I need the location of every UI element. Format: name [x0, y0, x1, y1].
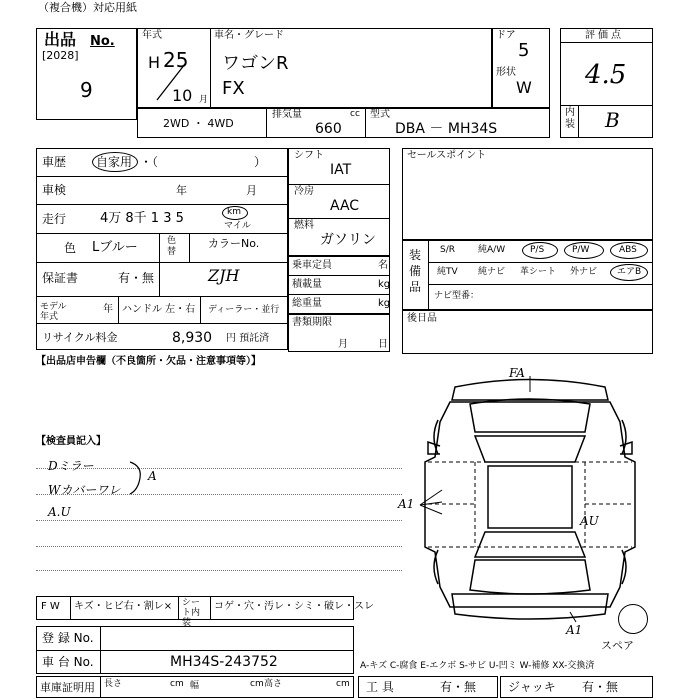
jack-value: 有・無	[582, 680, 619, 694]
displacement-unit: cc	[350, 109, 360, 119]
capacity-label: 乗車定員	[292, 260, 332, 271]
history-label: 車歴	[42, 155, 67, 169]
car-damage-diagram	[400, 362, 660, 632]
spare-tire-icon	[618, 604, 648, 634]
color-value: Lブルー	[92, 240, 138, 255]
cert-label: 車庫証明用	[40, 681, 95, 694]
load-unit: kg	[378, 279, 391, 290]
fuel-value: ガソリン	[320, 232, 376, 248]
tools-label: 工 具	[366, 680, 394, 694]
sales-point-box	[402, 148, 653, 240]
docs-month: 月	[338, 339, 348, 350]
diagram-front-label: FA	[509, 366, 525, 380]
ac-label: 冷房	[294, 186, 314, 197]
ac-value: AAC	[330, 198, 360, 214]
car-name: ワゴンR	[222, 53, 289, 74]
inspector-tag: A	[148, 469, 157, 483]
inspection-month: 月	[246, 184, 257, 197]
color-code: ZJH	[208, 266, 240, 285]
cert-unit-1: cm	[170, 679, 184, 689]
equip-tv: 純TV	[437, 267, 458, 277]
inspector-label: 【検査員記入】	[36, 436, 106, 447]
after-items-box	[402, 310, 653, 354]
cert-unit-3: cm	[336, 679, 350, 689]
stamp-code: [2028]	[42, 49, 79, 62]
shift-value: IAT	[330, 162, 352, 178]
cert-width: 幅	[190, 681, 200, 691]
reg-label: 登 録 No.	[42, 631, 94, 645]
interior-label: 内装	[565, 107, 575, 130]
equip-abs: ABS	[619, 245, 637, 255]
mileage-value: 4万 8千 1 3 5	[100, 211, 184, 226]
chassis-value: MH34S-243752	[170, 654, 278, 670]
inspection-label: 車検	[42, 183, 67, 197]
year-era: H	[148, 53, 161, 72]
mileage-unit-mile: マイル	[224, 221, 251, 231]
warranty-value: 有・無	[118, 271, 155, 285]
history-rest: ・（ ）	[140, 155, 267, 169]
dealer-label: ディーラー・並行	[208, 305, 280, 315]
cert-length: 長さ	[104, 679, 123, 689]
after-items-label: 後日品	[407, 313, 437, 324]
shop-note-label: 【出品店申告欄（不良箇所・欠品・注意事項等）】	[36, 356, 261, 367]
history-value: 自家用	[96, 155, 133, 169]
load-label: 積載量	[292, 279, 322, 290]
diagram-rear-label: A1	[566, 623, 583, 637]
recycle-unit: 円 預託済	[226, 333, 270, 344]
capacity-unit: 名	[378, 260, 388, 271]
recycle-label: リサイクル料金	[42, 331, 118, 344]
drive-label: 2WD ・ 4WD	[163, 117, 234, 130]
doors-value: 5	[518, 40, 530, 61]
lot-value: 9	[80, 78, 93, 102]
lot-no-label: No.	[90, 34, 115, 49]
color-change-label: 色替	[167, 236, 177, 257]
damage-legend: A-キズ C-腐食 E-エクボ S-サビ U-凹ミ W-補修 XX-交換済	[360, 661, 595, 671]
year-value: 25	[163, 48, 189, 72]
model-year-label: モデル 年式	[40, 302, 67, 322]
inspector-note-2: Wカバーワレ	[48, 483, 121, 497]
shape-value: W	[516, 78, 532, 97]
form-title: （複合機）対応用紙	[38, 1, 137, 14]
chassis-label: 車 台 No.	[42, 655, 94, 669]
model-year-unit: 年	[103, 304, 113, 315]
seat-items: コゲ・穴・汚レ・シミ・破レ・スレ	[214, 601, 374, 612]
weight-unit: kg	[378, 298, 391, 309]
mileage-unit-km: km	[227, 207, 241, 217]
score-label: 評価点	[585, 30, 624, 41]
shift-label: シフト	[294, 150, 324, 161]
displacement-value: 660	[315, 121, 342, 137]
shape-label: 形状	[496, 67, 516, 78]
car-name-label: 車名・グレード	[214, 30, 284, 41]
navi-model-label: ナビ型番：	[434, 291, 480, 301]
cert-unit-2: cm	[250, 679, 264, 689]
equip-ps: P/S	[530, 245, 545, 255]
car-grade: FX	[222, 78, 245, 99]
doors-label: ドア	[496, 30, 516, 41]
weight-label: 総重量	[292, 298, 322, 309]
score-value: 4.5	[585, 60, 627, 90]
diagram-left-label: A1	[398, 497, 415, 511]
fuel-label: 燃料	[294, 220, 314, 231]
tools-value: 有・無	[440, 680, 477, 694]
equipment-label: 装備品	[409, 248, 422, 294]
inspector-note-3: A.U	[48, 505, 71, 519]
docs-label: 書類期限	[292, 317, 332, 328]
warranty-label: 保証書	[42, 271, 79, 285]
cert-height: 高さ	[264, 679, 283, 689]
lot-label: 出品	[44, 30, 77, 49]
inspector-bracket	[128, 460, 148, 496]
equip-pw: P/W	[572, 245, 590, 255]
equip-aw: 純A/W	[478, 245, 506, 255]
mileage-label: 走行	[42, 212, 67, 226]
equip-ext-navi: 外ナビ	[570, 267, 598, 277]
displacement-label: 排気量	[272, 109, 302, 120]
recycle-value: 8,930	[172, 330, 213, 346]
interior-value: B	[605, 108, 620, 132]
equip-sr: S/R	[440, 245, 455, 255]
docs-day: 日	[378, 339, 388, 350]
color-label: 色	[64, 241, 77, 255]
year-month: 10	[172, 86, 193, 105]
handle-label: ハンドル 左・右	[122, 304, 196, 315]
model-label: 型式	[370, 109, 390, 120]
inspection-year: 年	[176, 184, 187, 197]
seat-label: シート内装	[182, 598, 201, 628]
color-no-label: カラーNo.	[208, 237, 260, 250]
fw-items: キズ・ヒビ右・割レ×	[74, 601, 173, 612]
sales-point-label: セールスポイント	[407, 150, 487, 161]
model-value: DBA － MH34S	[395, 121, 498, 137]
month-unit: 月	[199, 95, 209, 105]
equip-leather: 革シート	[520, 267, 557, 277]
equip-navi: 純ナビ	[478, 267, 506, 277]
equip-airbag: エアB	[617, 267, 642, 277]
year-label: 年式	[142, 30, 162, 41]
jack-label: ジャッキ	[508, 680, 556, 694]
diagram-right-label: AU	[580, 514, 599, 528]
inspector-note-1: Dミラー	[48, 459, 94, 473]
fw-label: F W	[41, 601, 60, 612]
spare-label: スペア	[601, 639, 634, 652]
